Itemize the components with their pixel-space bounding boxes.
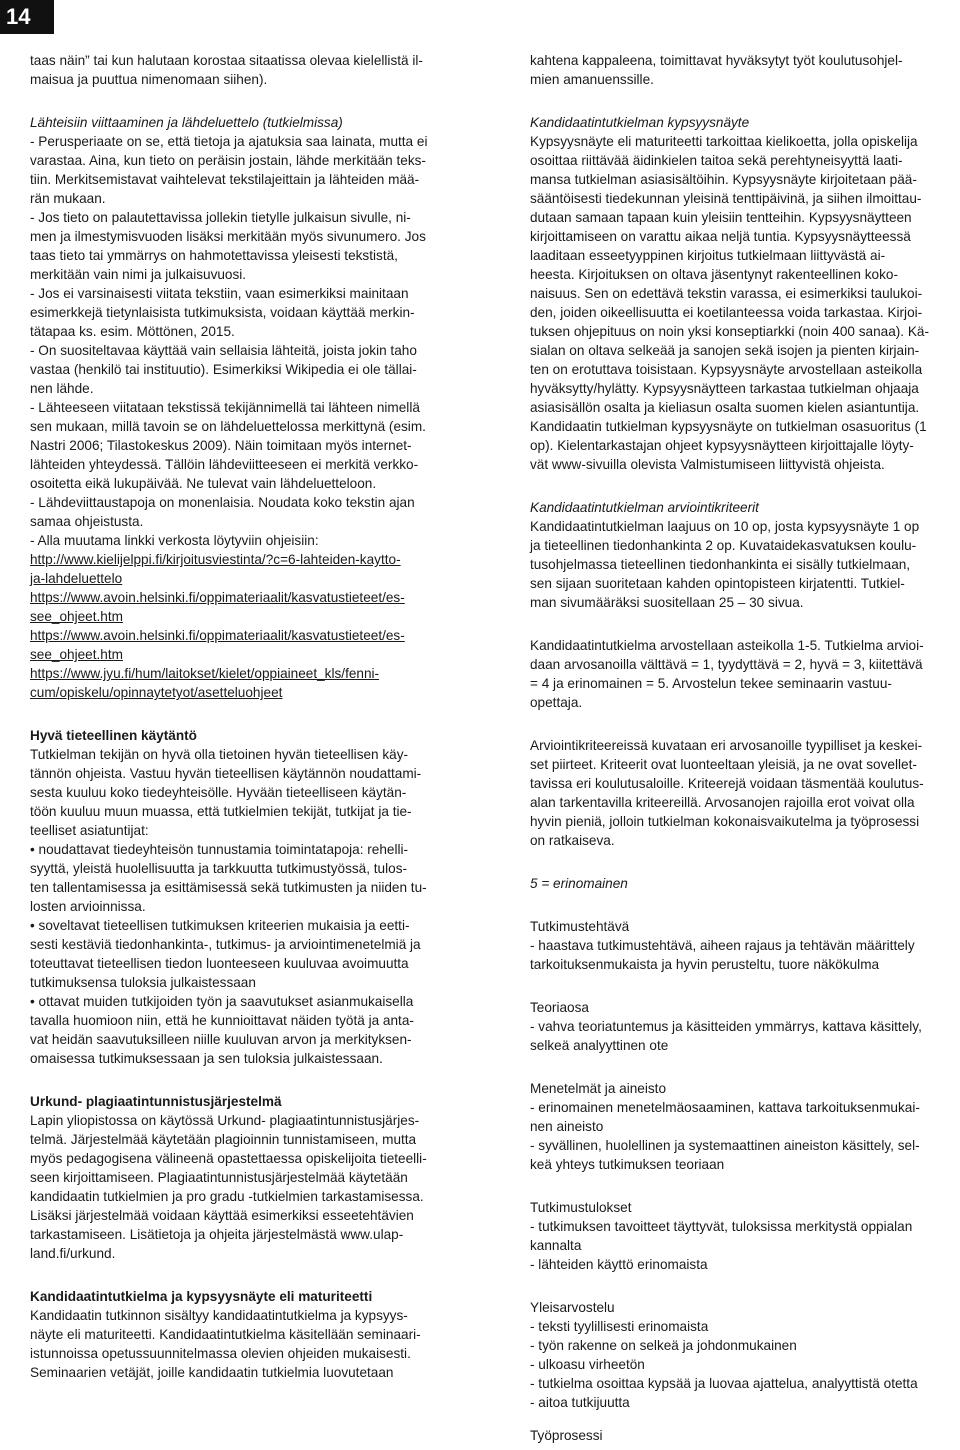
text-line: vastaa (henkilö tai instituutio). Esimerkiksi Wikipedia ei ole tällai- <box>30 362 417 377</box>
text-line: telmä. Järjestelmää käytetään plagioinnin tunnistamiseen, mutta <box>30 1132 417 1147</box>
text-line: - lähteiden käyttö erinomaista <box>530 1257 708 1272</box>
text-line: - Perusperiaate on se, että tietoja ja ajatuksia saa lainata, mutta ei <box>30 134 428 149</box>
text-line: den, joiden oikeellisuutta ei koetilanteessa voida tarkastaa. Kirjoi- <box>530 305 923 320</box>
text-line: sääntöisesti tiedekunnan yleisinä tenttipäivinä, ja siihen ilmoittau- <box>530 191 922 206</box>
text-line: hyvin pieniä, jolloin tutkielman kokonaisvaikutelma ja työprosessi <box>530 814 920 829</box>
text-line: men ja ilmestymisvuoden lisäksi merkitään myös sivunumero. Jos <box>30 229 426 244</box>
text-line: Tutkimustulokset <box>530 1200 632 1215</box>
text-line: kirjoittamiseen on varattu aikaa neljä tuntia. Kypsyysnäytteessä <box>530 229 911 244</box>
text-line: esimerkkejä tietynlaisista tutkimuksista, voidaan käyttää merkin- <box>30 305 415 320</box>
text-line: Kandidaatin tutkielman kypsyysnäyte on tutkielman osasuoritus (1 <box>530 419 927 434</box>
text-line: taas tieto tai ymmärrys on hahmotettavissa yleisesti tekstistä, <box>30 248 398 263</box>
text-line: - Lähdeviittaustapoja on monenlaisia. Noudata koko tekstin ajan <box>30 495 415 510</box>
text-line: - Alla muutama linkki verkosta löytyviin ohjeisiin: <box>30 533 319 548</box>
text-line: = 4 ja erinomainen = 5. Arvostelun tekee seminaarin vastuu- <box>530 676 892 691</box>
text-line: tarkastamiseen. Lisätietoja ja ohjeita järjestelmästä www.ulap- <box>30 1227 404 1242</box>
text-line: nen lähde. <box>30 381 94 396</box>
text-line: tusohjelmassa tieteellinen tiedonhankinta ei sisälly tutkielmaan, <box>530 557 911 572</box>
text-line: seen kirjoittamiseen. Plagiaatintunnistusjärjestelmää käytetään <box>30 1170 408 1185</box>
text-line: ten tallentamisessa ja esittämisessä sekä tutkimusten ja niiden tu- <box>30 880 427 895</box>
text-line: tännön ohjeista. Vastuu hyvän tieteellisen käytännön noudattami- <box>30 766 422 781</box>
text-line: osoitetta eikä lukupäivää. Ne tulevat vain lähdeluetteloon. <box>30 476 377 491</box>
section-heading: Lähteisiin viittaaminen ja lähdeluettelo (tutkielmissa) <box>30 115 343 130</box>
section-heading: Urkund- plagiaatintunnistusjärjestelmä <box>30 1094 282 1109</box>
text-line: sen mukaan, millä tavoin se on lähdeluettelossa merkittynä (esim. <box>30 419 426 434</box>
text-line: Työprosessi <box>530 1428 603 1443</box>
text-line: tavalla huomioon niin, että he kunnioittavat näiden työtä ja anta- <box>30 1013 414 1028</box>
text-line: set piirteet. Kriteerit ovat luonteeltaan yleisiä, ja ne ovat sovellet- <box>530 757 917 772</box>
text-line: vät www-sivuilla olevista Valmistumiseen liittyvistä ohjeista. <box>530 457 885 472</box>
text-line: myös pedagogisena välineenä opastettaessa opiskelijoita tieteelli- <box>30 1151 427 1166</box>
text-line: töön kuuluu muun muassa, että tutkielmien tekijät, tutkijat ja tie- <box>30 804 412 819</box>
text-line: - Jos ei varsinaisesti viitata tekstiin, vaan esimerkiksi mainitaan <box>30 286 409 301</box>
text-line: tarkoituksenmukaista ja hyvin perusteltu, tuore näkökulma <box>530 957 880 972</box>
text-line: teelliset asiatuntijat: <box>30 823 149 838</box>
section-heading: Kandidaatintutkielma ja kypsyysnäyte eli maturiteetti <box>30 1289 373 1304</box>
section-heading: Kandidaatintutkielman kypsyysnäyte <box>530 115 750 130</box>
text-line: toteuttavat tieteellisen tiedon luonteeseen kuuluvaa avoimuutta <box>30 956 409 971</box>
text-line: kandidaatin tutkielmien ja pro gradu -tutkielmien tarkastamisessa. <box>30 1189 424 1204</box>
text-line: man sivumääräksi suositellaan 25 – 30 sivua. <box>530 595 804 610</box>
text-line: Kandidaatin tutkinnon sisältyy kandidaatintutkielma ja kypsyys- <box>30 1308 408 1323</box>
text-line: tiin. Merkitsemistavat vaihtelevat tekstilajeittain ja lähteiden mää- <box>30 172 420 187</box>
text-line: - syvällinen, huolellinen ja systemaattinen aineiston käsittely, sel- <box>530 1138 920 1153</box>
text-line: • soveltavat tieteellisen tutkimuksen kriteerien mukaisia ja eetti- <box>30 918 410 933</box>
link-text[interactable]: see_ohjeet.htm <box>30 609 123 624</box>
text-line: kahtena kappaleena, toimittavat hyväksytyt työt koulutusohjel- <box>530 53 903 68</box>
text-line: mansa tutkielman asiasisältöihin. Kypsyysnäyte kirjoitetaan pää- <box>530 172 917 187</box>
text-line: - Lähteeseen viitataan tekstissä tekijännimellä tai lähteen nimellä <box>30 400 420 415</box>
text-line: heesta. Kirjoituksen on oltava jäsentynyt rakenteellinen koko- <box>530 267 899 282</box>
text-line: Nastri 2006; Tilastokeskus 2009). Näin toimitaan myös internet- <box>30 438 412 453</box>
text-line: land.fi/urkund. <box>30 1246 116 1261</box>
page-number: 14 <box>0 0 54 34</box>
link-text[interactable]: cum/opiskelu/opinnaytetyot/asetteluohjeet <box>30 685 283 700</box>
text-line: - vahva teoriatuntemus ja käsitteiden ymmärrys, kattava käsittely, <box>530 1019 922 1034</box>
link-text[interactable]: ja-lahdeluettelo <box>30 571 123 586</box>
text-line: kannalta <box>530 1238 582 1253</box>
text-line: - haastava tutkimustehtävä, aiheen rajaus ja tehtävän määrittely <box>530 938 915 953</box>
text-line: - tutkielma osoittaa kypsää ja luovaa ajattelua, analyyttistä otetta <box>530 1376 918 1391</box>
text-line: Seminaarien vetäjät, joille kandidaatin tutkielmia luovutetaan <box>30 1365 394 1380</box>
text-line: ten on erotuttava toisistaan. Kypsyysnäyte arvostellaan asteikolla <box>530 362 923 377</box>
text-line: sesta kuuluu koko tiedeyhteisölle. Hyvään tieteelliseen käytän- <box>30 785 407 800</box>
text-line: Lapin yliopistossa on käytössä Urkund- plagiaatintunnistusjärjes- <box>30 1113 420 1128</box>
link-text[interactable]: https://www.avoin.helsinki.fi/oppimateriaalit/kasvatustieteet/es- <box>30 590 405 605</box>
text-line: Kandidaatintutkielma arvostellaan asteikolla 1-5. Tutkielma arvioi- <box>530 638 924 653</box>
link-text[interactable]: https://www.avoin.helsinki.fi/oppimateriaalit/kasvatustieteet/es- <box>30 628 405 643</box>
text-line: selkeä analyyttinen ote <box>530 1038 669 1053</box>
text-line: istunnoissa opetussuunnitelmassa olevien ohjeiden mukaisesti. <box>30 1346 411 1361</box>
text-line: • ottavat muiden tutkijoiden työn ja saavutukset asianmukaisella <box>30 994 414 1009</box>
text-line: - tutkimuksen tavoitteet täyttyvät, tuloksissa merkitystä oppialan <box>530 1219 913 1234</box>
text-line: mien amanuenssille. <box>530 72 654 87</box>
link-text[interactable]: http://www.kielijelppi.fi/kirjoitusviestinta/?c=6-lahteiden-kaytto- <box>30 552 401 567</box>
text-line: opettaja. <box>530 695 583 710</box>
text-line: keä yhteys tutkimuksen teoriaan <box>530 1157 725 1172</box>
text-line: hyväksytty/hylätty. Kypsyysnäytteen tarkastaa tutkielman ohjaaja <box>530 381 919 396</box>
text-line: Teoriaosa <box>530 1000 589 1015</box>
text-line: on ratkaiseva. <box>530 833 615 848</box>
text-line: - ulkoasu virheetön <box>530 1357 645 1372</box>
text-line: Lisäksi järjestelmää voidaan käyttää esimerkiksi esseetehtävien <box>30 1208 414 1223</box>
text-line: merkitään vain nimi ja julkaisuvuosi. <box>30 267 247 282</box>
section-heading: 5 = erinomainen <box>530 876 628 891</box>
section-heading: Hyvä tieteellinen käytäntö <box>30 728 197 743</box>
text-line: alan tarkentavilla kriteereillä. Arvosanojen rajoilla erot voivat olla <box>530 795 915 810</box>
text-line: naisuus. Sen on edettävä tekstin varassa, ei esimerkiksi taulukoi- <box>530 286 923 301</box>
text-line: daan arvosanoilla välttävä = 1, tyydyttävä = 2, hyvä = 3, kiitettävä <box>530 657 923 672</box>
text-line: - työn rakenne on selkeä ja johdonmukainen <box>530 1338 797 1353</box>
section-heading: Kandidaatintutkielman arviointikriteerit <box>530 500 759 515</box>
text-line: tutkimuksensa tuloksia julkaistessaan <box>30 975 256 990</box>
text-line: Menetelmät ja aineisto <box>530 1081 667 1096</box>
text-line: vat heidän saavutuksilleen niille kuuluvan arvon ja merkityksen- <box>30 1032 412 1047</box>
text-line: losten arvioinnissa. <box>30 899 146 914</box>
text-line: nen aineisto <box>530 1119 604 1134</box>
text-line: samaa ohjeistusta. <box>30 514 144 529</box>
text-line: näyte eli maturiteetti. Kandidaatintutkielma käsitellään seminaari- <box>30 1327 421 1342</box>
text-line: sesti kestäviä tiedonhankinta-, tutkimus- ja arviointimenetelmiä ja <box>30 937 421 952</box>
text-line: ja tieteellinen tiedonhankinta 2 op. Kuvataidekasvatuksen koulu- <box>530 538 917 553</box>
text-line: Arviointikriteereissä kuvataan eri arvosanoille tyypilliset ja keskei- <box>530 738 923 753</box>
text-line: Kypsyysnäyte eli maturiteetti tarkoittaa kielikoetta, jolla opiskelija <box>530 134 918 149</box>
text-line: dutaan samaan tapaan kuin yleisiin tentteihin. Kypsyysnäytteen <box>530 210 912 225</box>
text-line: sen sijaan suoritetaan kahden opintopisteen kirjatentti. Tutkiel- <box>530 576 905 591</box>
text-line: - On suositeltavaa käyttää vain sellaisia lähteitä, joista jokin taho <box>30 343 417 358</box>
text-line: tätapaa ks. esim. Möttönen, 2015. <box>30 324 235 339</box>
text-line: tuksen ohjepituus on noin yksi konseptiarkki (noin 400 sanaa). Kä- <box>530 324 929 339</box>
text-line: Kandidaatintutkielman laajuus on 10 op, josta kypsyysnäyte 1 op <box>530 519 920 534</box>
text-line: - Jos tieto on palautettavissa jollekin tietylle julkaisun sivulle, ni- <box>30 210 411 225</box>
text-line: op). Kielentarkastajan ohjeet kypsyysnäytteen kirjoittajalle löyty- <box>530 438 914 453</box>
text-line: laaditaan esseetyyppinen kirjoitus tutkielmaan liittyvästä ai- <box>530 248 886 263</box>
text-line: tavissa eri koulutusaloille. Kriteerejä voidaan täsmentää koulutus- <box>530 776 924 791</box>
text-line: syyttä, yleistä huolellisuutta ja tarkkuutta tutkimustyössä, tulos- <box>30 861 408 876</box>
text-line: lähteiden yhteydessä. Tällöin lähdeviitteeseen ei merkitä verkko- <box>30 457 419 472</box>
text-line: taas näin” tai kun halutaan korostaa sitaatissa olevaa kielellistä il- <box>30 53 423 68</box>
link-text[interactable]: https://www.jyu.fi/hum/laitokset/kielet/oppiaineet_kls/fenni- <box>30 666 380 681</box>
text-line: • noudattavat tiedeyhteisön tunnustamia toimintatapoja: rehelli- <box>30 842 409 857</box>
text-line: asiasisällön osalta ja kieliasun osalta suomen kielen asiantuntija. <box>530 400 920 415</box>
text-line: rän mukaan. <box>30 191 106 206</box>
text-line: - teksti tyylillisesti erinomaista <box>530 1319 709 1334</box>
text-line: Yleisarvostelu <box>530 1300 615 1315</box>
text-line: Tutkielman tekijän on hyvä olla tietoinen hyvän tieteellisen käy- <box>30 747 409 762</box>
link-text[interactable]: see_ohjeet.htm <box>30 647 123 662</box>
text-line: varastaa. Aina, kun tieto on peräisin jostain, lähde merkitään teks- <box>30 153 426 168</box>
text-line: maisua ja puuttua nimenomaan siihen). <box>30 72 268 87</box>
text-line: omaisessa tutkimuksessaan ja sen tuloksia julkaistessaan. <box>30 1051 383 1066</box>
text-line: osoittaa riittävää äidinkielen taitoa sekä perehtyneisyyttä laati- <box>530 153 903 168</box>
text-line: Tutkimustehtävä <box>530 919 630 934</box>
text-line: sialan on oltava selkeää ja sanojen sekä isojen ja pienten kirjain- <box>530 343 920 358</box>
text-line: - aitoa tutkijuutta <box>530 1395 630 1410</box>
text-line: - erinomainen menetelmäosaaminen, kattava tarkoituksenmukai- <box>530 1100 920 1115</box>
